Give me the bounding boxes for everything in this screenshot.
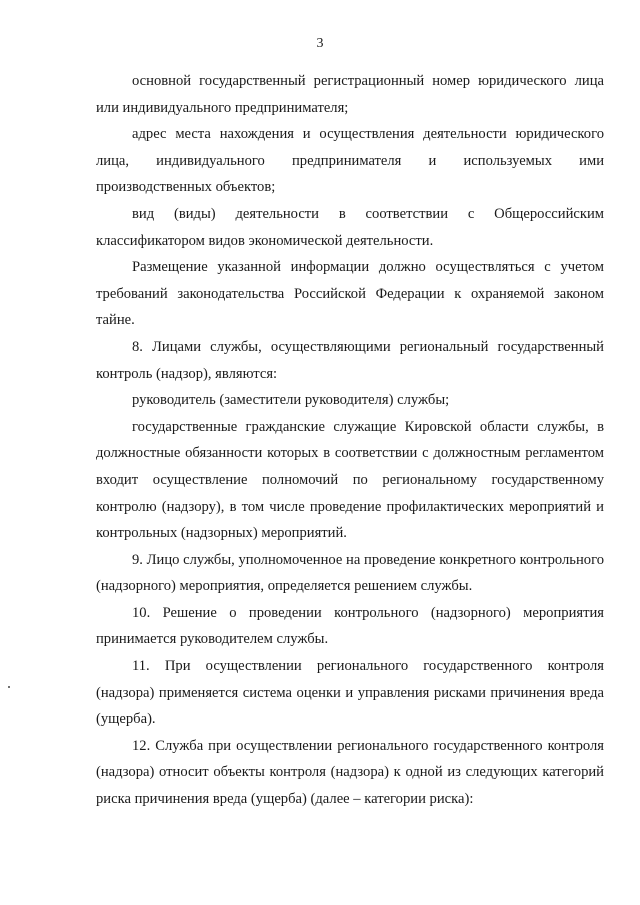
paragraph-head-of-service: руководитель (заместители руководителя) службы;	[132, 392, 450, 409]
scan-speck	[8, 686, 10, 688]
page-number: 3	[316, 36, 324, 51]
paragraph-item-8: 8. Лицами службы, осуществляющими региональный государственный контроль (надзор), являются:	[96, 338, 604, 382]
paragraph-item-11: 11. При осуществлении регионального государственного контроля (надзора) применяется система оценки и управления рисками причинения вреда (ущерба).	[96, 658, 604, 728]
document-body	[96, 68, 604, 813]
paragraph-item-12: 12. Служба при осуществлении регионального государственного контроля (надзора) относит объекты контроля (надзора) к одной из следующих категорий риска причинения вреда (ущерба) (далее – категории риска):	[96, 737, 604, 808]
paragraph-civil-servants: государственные гражданские служащие Кировской области службы, в должностные обязанности которых в соответствии с должностным регламентом входит осуществление полномочий по региональному государственному контролю (надзору), в том числе проведение профилактических мероприятий и контрольных (надзорных) мероприятий.	[96, 418, 604, 542]
paragraph-info-placement: Размещение указанной информации должно осуществляться с учетом требований законодательства Российской Федерации к охраняемой законом тайне.	[96, 259, 604, 329]
paragraph-address: адрес места нахождения и осуществления деятельности юридического лица, индивидуального предпринимателя и используемых ими производственных объектов;	[96, 126, 604, 196]
paragraph-item-10: 10. Решение о проведении контрольного (надзорного) мероприятия принимается руководителем службы.	[96, 604, 604, 648]
paragraph-ogrn: основной государственный регистрационный номер юридического лица или индивидуального предпринимателя;	[96, 73, 604, 116]
paragraph-activity-type: вид (виды) деятельности в соответствии с Общероссийским классификатором видов экономической деятельности.	[96, 205, 604, 249]
paragraph-item-9: 9. Лицо службы, уполномоченное на проведение конкретного контрольного (надзорного) мероприятия, определяется решением службы.	[96, 551, 604, 595]
